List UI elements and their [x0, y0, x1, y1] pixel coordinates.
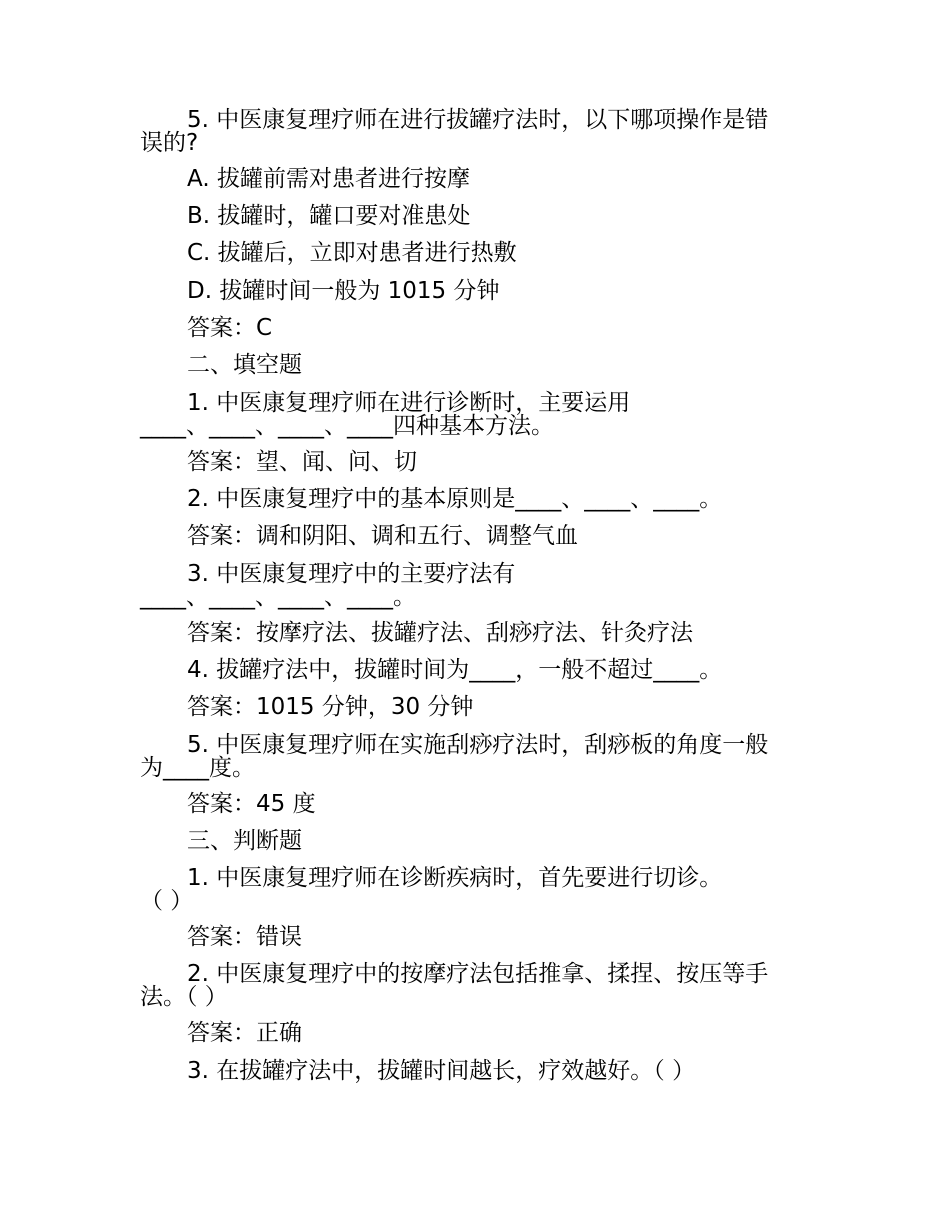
section-heading-true-false: 三、判断题	[187, 828, 302, 854]
fill-question-5-line-1: 5. 中医康复理疗师在实施刮痧疗法时，刮痧板的角度一般	[187, 732, 769, 758]
answer-fill-2: 答案：调和阴阳、调和五行、调整气血	[187, 523, 578, 549]
fill-question-5-line-2: 为____度。	[140, 755, 255, 781]
answer-fill-3: 答案：按摩疗法、拔罐疗法、刮痧疗法、针灸疗法	[187, 620, 693, 646]
answer-fill-1: 答案：望、闻、问、切	[187, 449, 417, 475]
fill-question-1-line-2: ____、____、____、____四种基本方法。	[140, 413, 554, 439]
tf-question-1-line-2: （ ）	[140, 888, 194, 914]
tf-question-1-line-1: 1. 中医康复理疗师在诊断疾病时，首先要进行切诊。	[187, 865, 723, 891]
answer-fill-5: 答案：45 度	[187, 791, 316, 817]
fill-question-4: 4. 拔罐疗法中，拔罐时间为____，一般不超过____。	[187, 657, 723, 683]
option-d: D. 拔罐时间一般为 1015 分钟	[187, 278, 500, 304]
option-a: A. 拔罐前需对患者进行按摩	[187, 166, 470, 192]
tf-question-3: 3. 在拔罐疗法中，拔罐时间越长，疗效越好。（ ）	[187, 1058, 696, 1084]
fill-question-1-line-1: 1. 中医康复理疗师在进行诊断时，主要运用	[187, 390, 631, 416]
question-5-line-1: 5. 中医康复理疗师在进行拔罐疗法时，以下哪项操作是错	[187, 107, 769, 133]
option-c: C. 拔罐后，立即对患者进行热敷	[187, 240, 517, 266]
fill-question-3-line-2: ____、____、____、____。	[140, 584, 416, 610]
answer-mc-5: 答案：C	[187, 315, 273, 341]
section-heading-fill-in: 二、填空题	[187, 352, 302, 378]
tf-question-2-line-1: 2. 中医康复理疗中的按摩疗法包括推拿、揉捏、按压等手	[187, 961, 769, 987]
question-5-line-2: 误的?	[140, 130, 199, 156]
answer-tf-2: 答案：正确	[187, 1020, 302, 1046]
answer-tf-1: 答案：错误	[187, 924, 302, 950]
answer-fill-4: 答案：1015 分钟，30 分钟	[187, 694, 474, 720]
tf-question-2-line-2: 法。（ ）	[140, 984, 228, 1010]
fill-question-2: 2. 中医康复理疗中的基本原则是____、____、____。	[187, 486, 723, 512]
fill-question-3-line-1: 3. 中医康复理疗中的主要疗法有	[187, 561, 516, 587]
option-b: B. 拔罐时，罐口要对准患处	[187, 203, 471, 229]
